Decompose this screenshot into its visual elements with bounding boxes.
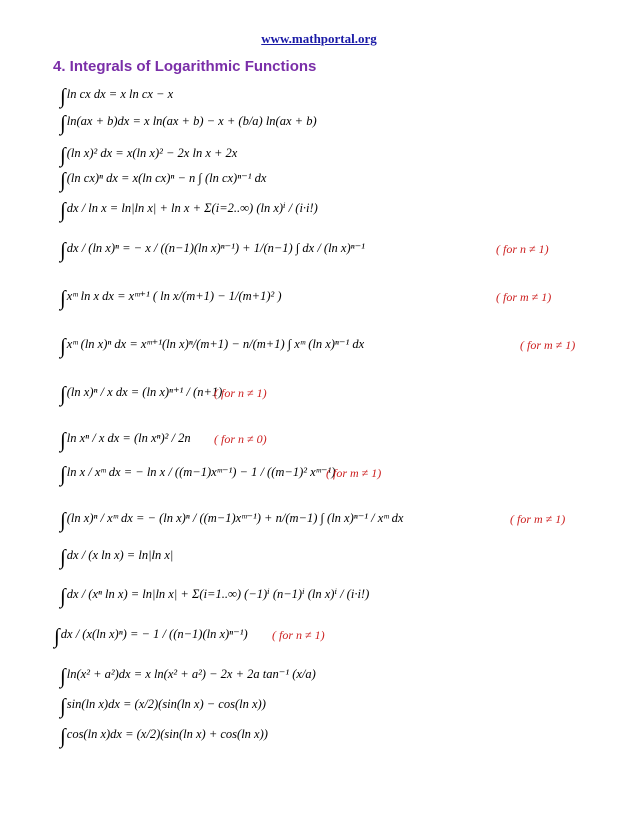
integral-sign-icon: ∫ — [60, 168, 66, 192]
formula-11: ∫ln x / xᵐ dx = − ln x / ((m−1)xᵐ⁻¹) − 1 / ((m−1)² xᵐ⁻¹) — [60, 462, 336, 486]
formula-8: ∫xᵐ (ln x)ⁿ dx = xᵐ⁺¹(ln x)ⁿ/(m+1) − n/(m+1) ∫ xᵐ (ln x)ⁿ⁻¹ dx — [60, 334, 365, 358]
formula-2: ∫ln(ax + b)dx = x ln(ax + b) − x + (b/a) ln(ax + b) — [60, 111, 317, 135]
integral-sign-icon: ∫ — [60, 84, 66, 108]
integral-sign-icon: ∫ — [60, 508, 66, 532]
formula-1: ∫ln cx dx = x ln cx − x — [60, 84, 174, 108]
integral-sign-icon: ∫ — [60, 111, 66, 135]
integral-sign-icon: ∫ — [60, 334, 66, 358]
integral-sign-icon: ∫ — [60, 545, 66, 569]
integral-sign-icon: ∫ — [60, 238, 66, 262]
formula-12: ∫(ln x)ⁿ / xᵐ dx = − (ln x)ⁿ / ((m−1)xᵐ⁻¹) + n/(m−1) ∫ (ln x)ⁿ⁻¹ / xᵐ dx — [60, 508, 404, 532]
formula-4: ∫(ln cx)ⁿ dx = x(ln cx)ⁿ − n ∫ (ln cx)ⁿ⁻¹ dx — [60, 168, 267, 192]
site-url-link[interactable]: www.mathportal.org — [261, 31, 377, 46]
formula-12-condition: ( for m ≠ 1) — [510, 512, 566, 526]
formula-17: ∫sin(ln x)dx = (x/2)(sin(ln x) − cos(ln x)) — [60, 694, 266, 718]
formula-13: ∫dx / (x ln x) = ln|ln x| — [60, 545, 174, 569]
integral-sign-icon: ∫ — [60, 198, 66, 222]
formula-6: ∫dx / (ln x)ⁿ = − x / ((n−1)(ln x)ⁿ⁻¹) + 1/(n−1) ∫ dx / (ln x)ⁿ⁻¹ — [60, 238, 365, 262]
formula-16: ∫ln(x² + a²)dx = x ln(x² + a²) − 2x + 2a tan⁻¹ (x/a) — [60, 664, 316, 688]
integral-sign-icon: ∫ — [60, 664, 66, 688]
formula-8-condition: ( for m ≠ 1) — [520, 338, 576, 352]
formula-10-condition: ( for n ≠ 0) — [214, 432, 267, 446]
integral-sign-icon: ∫ — [60, 462, 66, 486]
formula-3: ∫(ln x)² dx = x(ln x)² − 2x ln x + 2x — [60, 143, 238, 167]
integral-sign-icon: ∫ — [60, 694, 66, 718]
formula-9: ∫(ln x)ⁿ / x dx = (ln x)ⁿ⁺¹ / (n+1) — [60, 382, 223, 406]
formula-6-condition: ( for n ≠ 1) — [496, 242, 549, 256]
formula-5: ∫dx / ln x = ln|ln x| + ln x + Σ(i=2..∞) (ln x)ⁱ / (i·i!) — [60, 198, 318, 222]
integral-sign-icon: ∫ — [60, 286, 66, 310]
formula-7-condition: ( for m ≠ 1) — [496, 290, 552, 304]
integral-sign-icon: ∫ — [60, 724, 66, 748]
formula-11-condition: ( for m ≠ 1) — [326, 466, 382, 480]
integral-sign-icon: ∫ — [60, 584, 66, 608]
formula-9-condition: ( for n ≠ 1) — [214, 386, 267, 400]
integral-sign-icon: ∫ — [60, 382, 66, 406]
formula-7: ∫xᵐ ln x dx = xᵐ⁺¹ ( ln x/(m+1) − 1/(m+1)² ) — [60, 286, 282, 310]
formula-15: ∫dx / (x(ln x)ⁿ) = − 1 / ((n−1)(ln x)ⁿ⁻¹) — [54, 624, 248, 648]
formula-15-condition: ( for n ≠ 1) — [272, 628, 325, 642]
section-title: 4. Integrals of Logarithmic Functions — [53, 58, 317, 75]
integral-sign-icon: ∫ — [60, 428, 66, 452]
formula-10: ∫ln xⁿ / x dx = (ln xⁿ)² / 2n — [60, 428, 191, 452]
integral-sign-icon: ∫ — [54, 624, 60, 648]
formula-14: ∫dx / (xⁿ ln x) = ln|ln x| + Σ(i=1..∞) (−1)ⁱ (n−1)ⁱ (ln x)ⁱ / (i·i!) — [60, 584, 370, 608]
formula-18: ∫cos(ln x)dx = (x/2)(sin(ln x) + cos(ln x)) — [60, 724, 268, 748]
integral-sign-icon: ∫ — [60, 143, 66, 167]
